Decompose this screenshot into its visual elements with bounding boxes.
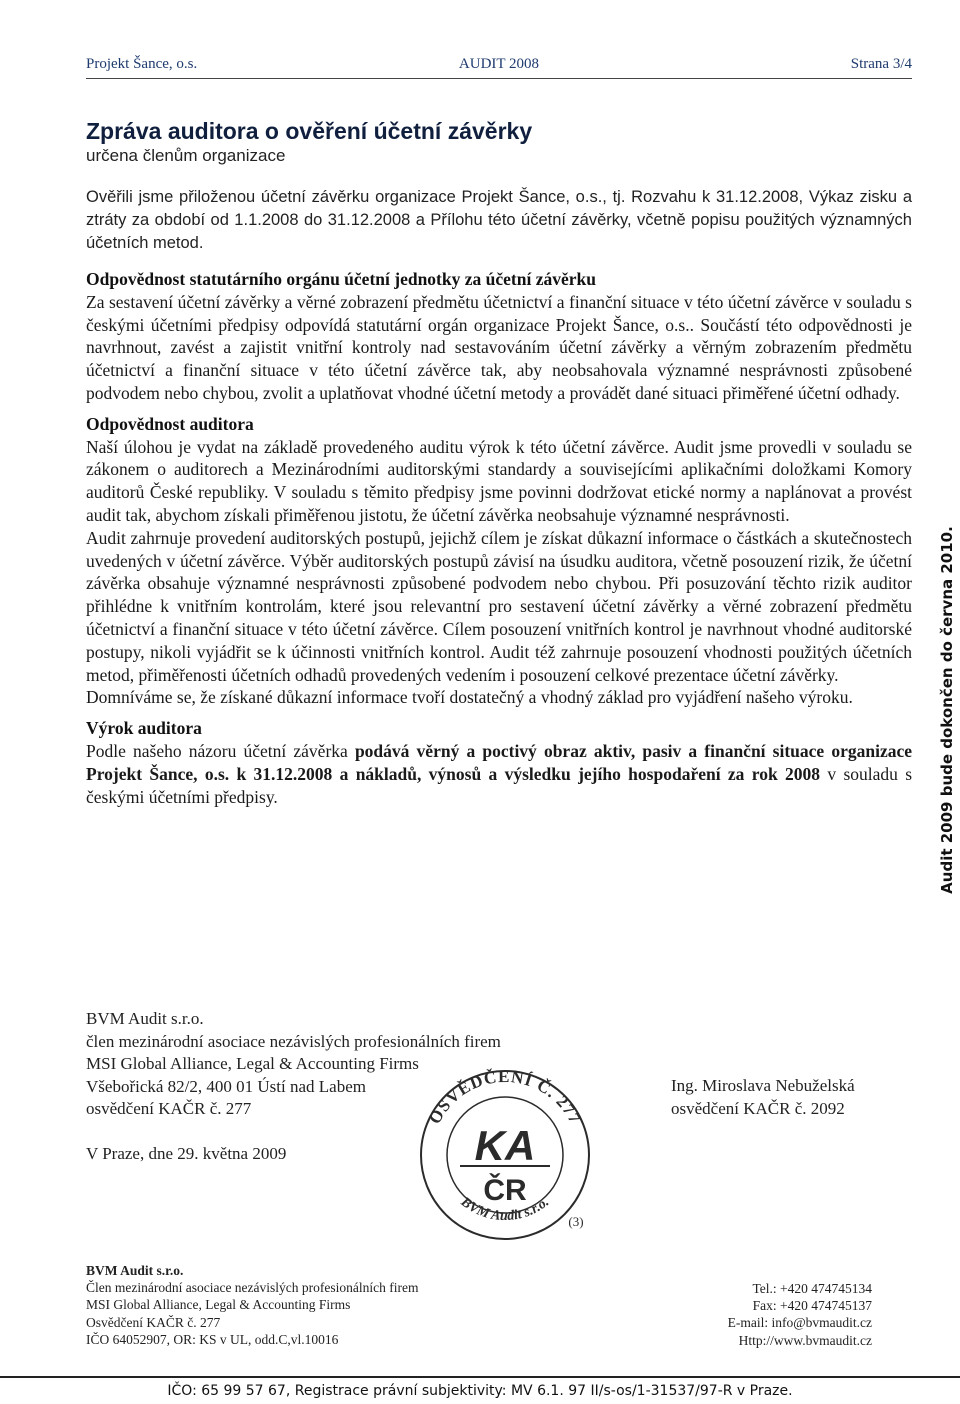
auditor-line: Všebořická 82/2, 400 01 Ústí nad Labem	[86, 1076, 366, 1096]
stamp-bottom-text: BVM Audit s.r.o.	[457, 1194, 553, 1225]
footer-line: Člen mezinárodní asociace nezávislých profesionálních firem	[86, 1280, 419, 1296]
registration-info: IČO: 65 99 57 67, Registrace právní subjektivity: MV 6.1. 97 II/s-os/1-31537/97-R v Praze.	[167, 1383, 793, 1399]
place-date: V Praze, dne 29. května 2009	[86, 1144, 287, 1163]
footer-fax: Fax: +420 474745137	[752, 1298, 872, 1314]
intro-paragraph: Ověřili jsme přiloženou účetní závěrku organizace Projekt Šance, o.s., tj. Rozvahu k 31.12.2008, Výkaz zisku a ztráty za období od 1.1.2008 do 31.12.2008 a Přílohu této účetní závěrky, včetně popisu použitých významných účetních metod.	[86, 188, 912, 252]
footer-line: BVM Audit s.r.o.	[86, 1263, 184, 1278]
footer-contact-info	[728, 1280, 872, 1349]
auditor-line: osvědčení KAČR č. 277	[86, 1099, 252, 1118]
opinion-outro: v souladu s českými účetními předpisy.	[86, 763, 913, 807]
footer-line: IČO 64052907, OR: KS v UL, odd.C,vl.10016	[86, 1331, 339, 1347]
stamp-top-text: OSVĚDČENÍ Č. 277	[425, 1066, 586, 1128]
stamp-number: (3)	[568, 1214, 584, 1229]
page-header	[86, 56, 912, 79]
report-body	[86, 268, 912, 808]
section-statutory-heading: Odpovědnost statutárního orgánu účetní jednotky za účetní závěrku	[86, 269, 596, 289]
footer-line: MSI Global Alliance, Legal & Accounting Firms	[86, 1297, 351, 1313]
report-title: Zpráva auditora o ověření účetní závěrky	[86, 118, 533, 144]
header-document-name: AUDIT 2008	[458, 56, 540, 72]
stamp-center-top: KA	[474, 1122, 536, 1169]
opinion-intro: Podle našeho názoru účetní závěrka	[86, 740, 348, 761]
section-opinion-heading: Výrok auditora	[86, 718, 202, 739]
footer-email: E-mail: info@bvmaudit.cz	[727, 1315, 872, 1331]
bottom-divider	[0, 1376, 960, 1378]
footer-company-info	[86, 1262, 419, 1348]
opinion-bold: podává věrný a poctivý obraz aktiv, pasiv a finanční situace organizace Projekt Šance, o.s. k 31.12.2008 a nákladů, výnosů a výsledku jejího hospodaření za rok 2008	[86, 740, 913, 784]
footer-website: Http://www.bvmaudit.cz	[738, 1332, 872, 1348]
section-statutory-text: Za sestavení účetní závěrky a věrné zobrazení předmětu účetnictví a finanční situace v této účetní závěrce v souladu s českými účetními předpisy odpovídá statutární orgán organizace Projekt Šance, o.s.. Součástí této odpovědnosti je navrhnout, zavést a zajistit vnitřní kontroly nad sestavováním účetní závěrky a věrným zobrazením předmětu účetnictví a finanční situace v této účetní závěrce tak, aby neobsahovala významné nesprávnosti způsobené podvodem nebo chybou, zvolit a uplatňovat vhodné účetní metody a provádět dané situaci přiměřené účetní odhady.	[86, 291, 912, 403]
signer-block	[671, 1075, 855, 1120]
footer-line: Osvědčení KAČR č. 277	[86, 1314, 221, 1330]
auditor-line: BVM Audit s.r.o.	[86, 1009, 204, 1028]
section-opinion-text	[86, 740, 912, 808]
header-page-number: Strana 3/4	[850, 56, 912, 72]
auditor-stamp	[410, 1060, 600, 1250]
footer-phone: Tel.: +420 474745134	[752, 1281, 872, 1296]
side-note: Audit 2009 bude dokončen do června 2010.	[938, 526, 956, 894]
signer-certificate: osvědčení KAČR č. 2092	[671, 1098, 845, 1118]
signer-name: Ing. Miroslava Nebuželská	[671, 1076, 855, 1095]
section-auditor-heading: Odpovědnost auditora	[86, 413, 254, 434]
stamp-center-bottom: ČR	[483, 1174, 527, 1207]
auditor-line: MSI Global Alliance, Legal & Accounting Firms	[86, 1054, 419, 1073]
header-org-name: Projekt Šance, o.s.	[86, 56, 198, 72]
section-auditor-paragraph-3: Domníváme se, že získané důkazní informace tvoří dostatečný a vhodný základ pro vyjádření našeho výroku.	[86, 687, 853, 708]
section-auditor-paragraph-1: Naší úlohou je vydat na základě provedeného auditu výrok k této účetní závěrce. Audit jsme provedli v souladu se zákonem o auditorech a Mezinárodními auditorskými standardy a souvisejícími aplikačními doložkami Komory auditorů České republiky. V souladu s těmito předpisy jsme povinni dodržovat etické normy a naplánovat a provést audit tak, abychom získali přiměřenou jistotu, že účetní závěrka neobsahuje významné nesprávnosti.	[86, 436, 912, 525]
report-subtitle: určena členům organizace	[86, 146, 286, 165]
auditor-line: člen mezinárodní asociace nezávislých profesionálních firem	[86, 1031, 501, 1051]
section-auditor-paragraph-2: Audit zahrnuje provedení auditorských postupů, jejichž cílem je získat důkazní informace o částkách a skutečnostech uvedených v účetní závěrce. Výběr auditorských postupů závisí na úsudku auditora, včetně posouzení rizik, že účetní závěrka obsahuje významné nesprávnosti způsobené podvodem nebo chybou. Při posuzování těchto rizik auditor přihlédne k vnitřním kontrolám, které jsou relevantní pro sestavení účetní závěrky a věrné zobrazení předmětu účetnictví a finanční situace v této účetní závěrce. Cílem posouzení vnitřních kontrol je navrhnout vhodné auditorské postupy, nikoli vyjádřit se k účinnosti vnitřních kontrol. Audit též zahrnuje posouzení vhodnosti použitých účetních metod, přiměřenosti účetních odhadů provedených vedením i posouzení celkové prezentace účetní závěrky.	[86, 527, 912, 685]
